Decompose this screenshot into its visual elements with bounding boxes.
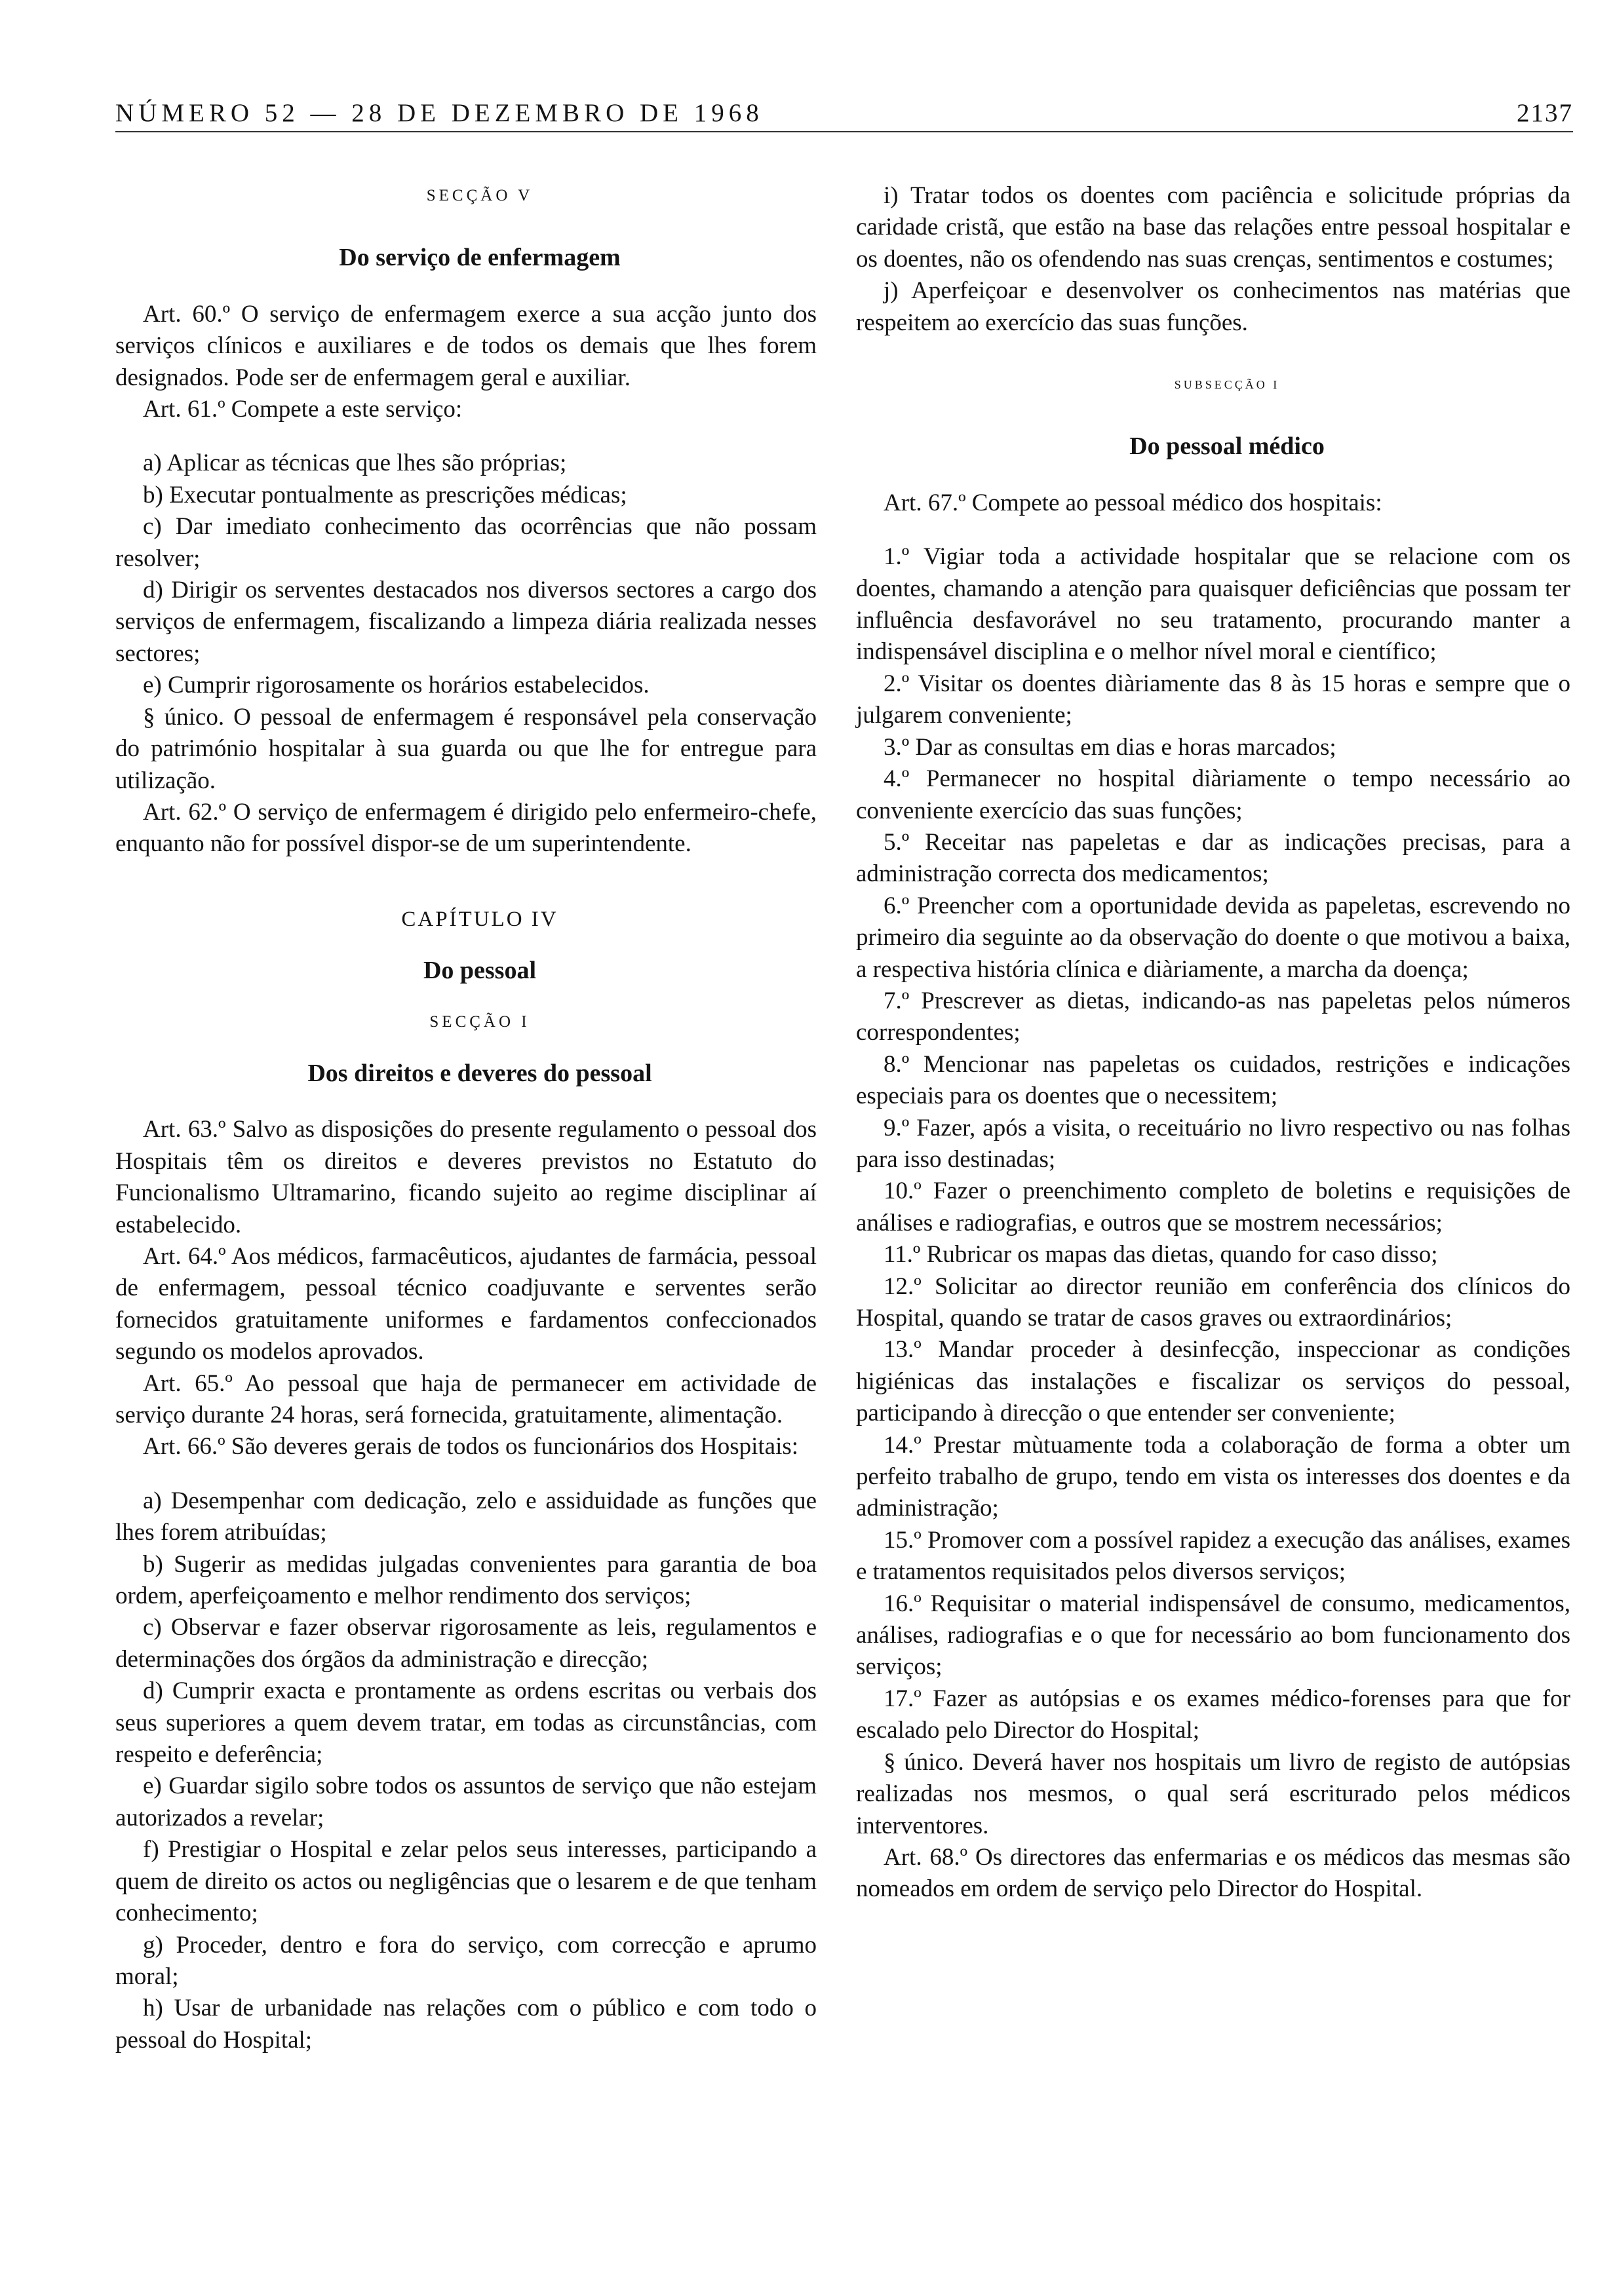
paragraph: d) Dirigir os serventes destacados nos diversos sectores a cargo dos serviços de enfermagem, fiscalizando a limpeza diária realizada nesses sectores; bbox=[115, 577, 817, 667]
section-title: Do serviço de enfermagem bbox=[339, 244, 621, 272]
paragraph: a) Desempenhar com dedicação, zelo e assiduidade as funções que lhes forem atribuídas; bbox=[115, 1487, 817, 1546]
section-title: Dos direitos e deveres do pessoal bbox=[307, 1059, 652, 1087]
right-column bbox=[856, 180, 1570, 1905]
paragraph: 10.º Fazer o preenchimento completo de boletins e requisições de análises e radiografias, e outros que se mostrem necessários; bbox=[856, 1177, 1570, 1236]
paragraph: 7.º Prescrever as dietas, indicando-as nas papeletas pelos números correspondentes; bbox=[856, 987, 1570, 1046]
paragraph: f) Prestigiar o Hospital e zelar pelos seus interesses, participando a quem de direito os actos ou negligências que o lesarem e de que tenham conhecimento; bbox=[115, 1836, 817, 1927]
paragraph: Art. 68.º Os directores das enfermarias e os médicos das mesmas são nomeados em ordem de serviço pelo Director do Hospital. bbox=[856, 1843, 1570, 1903]
paragraph: Art. 67.º Compete ao pessoal médico dos hospitais: bbox=[884, 489, 1382, 516]
subsection-label: SUBSECÇÃO I bbox=[1174, 378, 1280, 392]
paragraph: 12.º Solicitar ao director reunião em conferência dos clínicos do Hospital, quando se tratar de casos graves ou extraordinários; bbox=[856, 1272, 1570, 1331]
paragraph: 8.º Mencionar nas papeletas os cuidados, restrições e indicações especiais para os doentes que o necessitem; bbox=[856, 1050, 1570, 1110]
paragraph: 1.º Vigiar toda a actividade hospitalar que se relacione com os doentes, chamando a atenção para quaisquer deficiências que possam ter influência desfavorável no seu tratamento, procurando manter a indispensável disciplina e o melhor nível moral e científico; bbox=[856, 543, 1570, 666]
paragraph: Art. 60.º O serviço de enfermagem exerce a sua acção junto dos serviços clínicos e auxiliares e de todos os demais que lhes forem designados. Pode ser de enfermagem geral e auxiliar. bbox=[115, 300, 817, 391]
paragraph: 9.º Fazer, após a visita, o receituário no livro respectivo ou nas folhas para isso destinadas; bbox=[856, 1114, 1570, 1173]
page-number: 2137 bbox=[1517, 99, 1573, 127]
paragraph: 16.º Requisitar o material indispensável de consumo, medicamentos, análises, radiografias e o que for necessário ao bom funcionamento dos serviços; bbox=[856, 1590, 1570, 1681]
paragraph: a) Aplicar as técnicas que lhes são próprias; bbox=[143, 450, 567, 477]
paragraph: 17.º Fazer as autópsias e os exames médico-forenses para que for escalado pelo Director do Hospital; bbox=[856, 1685, 1570, 1744]
left-column bbox=[115, 180, 817, 2056]
paragraph: c) Observar e fazer observar rigorosamente as leis, regulamentos e determinações dos órgãos da administração e direcção; bbox=[115, 1614, 817, 1673]
paragraph: 14.º Prestar mùtuamente toda a colaboração de forma a obter um perfeito trabalho de grupo, tendo em vista os interesses dos doentes e da administração; bbox=[856, 1431, 1570, 1522]
paragraph: 5.º Receitar nas papeletas e dar as indicações precisas, para a administração correcta dos medicamentos; bbox=[856, 828, 1570, 888]
paragraph: c) Dar imediato conhecimento das ocorrências que não possam resolver; bbox=[115, 513, 817, 572]
chapter-label: CAPÍTULO IV bbox=[401, 907, 558, 931]
paragraph: 15.º Promover com a possível rapidez a execução das análises, exames e tratamentos requisitados pelos diversos serviços; bbox=[856, 1526, 1570, 1586]
paragraph: Art. 65.º Ao pessoal que haja de permanecer em actividade de serviço durante 24 horas, será fornecida, gratuitamente, alimentação. bbox=[115, 1369, 817, 1428]
paragraph: b) Executar pontualmente as prescrições médicas; bbox=[143, 481, 627, 508]
paragraph: g) Proceder, dentro e fora do serviço, com correcção e aprumo moral; bbox=[115, 1931, 817, 1990]
paragraph: 11.º Rubricar os mapas das dietas, quando for caso disso; bbox=[884, 1241, 1438, 1269]
paragraph: 2.º Visitar os doentes diàriamente das 8 às 15 horas e sempre que o julgarem conveniente; bbox=[856, 670, 1570, 729]
paragraph: Art. 62.º O serviço de enfermagem é dirigido pelo enfermeiro-chefe, enquanto não for possível dispor-se de um superintendente. bbox=[115, 798, 817, 858]
header-issue-date: NÚMERO 52 — 28 DE DEZEMBRO DE 1968 bbox=[115, 99, 764, 127]
paragraph: § único. Deverá haver nos hospitais um livro de registo de autópsias realizadas nos mesmos, o qual será escriturado pelos médicos interventores. bbox=[856, 1748, 1570, 1839]
paragraph: e) Guardar sigilo sobre todos os assuntos de serviço que não estejam autorizados a revelar; bbox=[115, 1772, 817, 1831]
paragraph: j) Aperfeiçoar e desenvolver os conhecimentos nas matérias que respeitem ao exercício das suas funções. bbox=[856, 277, 1570, 336]
paragraph: Art. 63.º Salvo as disposições do presente regulamento o pessoal dos Hospitais têm os direitos e deveres previstos no Estatuto do Funcionalismo Ultramarino, ficando sujeito ao regime disciplinar aí estabelecido. bbox=[115, 1116, 817, 1238]
subsection-title: Do pessoal médico bbox=[1129, 432, 1325, 461]
paragraph: 3.º Dar as consultas em dias e horas marcados; bbox=[884, 733, 1336, 761]
paragraph: 6.º Preencher com a oportunidade devida as papeletas, escrevendo no primeiro dia seguinte ao da observação do doente o que motivou a baixa, a respectiva história clínica e diàriamente, a marcha da doença; bbox=[856, 892, 1570, 983]
paragraph: Art. 61.º Compete a este serviço: bbox=[143, 396, 463, 423]
section-label: SECÇÃO I bbox=[429, 1012, 530, 1031]
paragraph: e) Cumprir rigorosamente os horários estabelecidos. bbox=[143, 672, 650, 699]
paragraph: h) Usar de urbanidade nas relações com o público e com todo o pessoal do Hospital; bbox=[115, 1995, 817, 2054]
paragraph: b) Sugerir as medidas julgadas convenientes para garantia de boa ordem, aperfeiçoamento e melhor rendimento dos serviços; bbox=[115, 1550, 817, 1610]
paragraph: 4.º Permanecer no hospital diàriamente o tempo necessário ao conveniente exercício das suas funções; bbox=[856, 765, 1570, 824]
paragraph: d) Cumprir exacta e prontamente as ordens escritas ou verbais dos seus superiores a quem devem tratar, em todas as circunstâncias, com respeito e deferência; bbox=[115, 1677, 817, 1769]
page-header bbox=[115, 92, 1573, 132]
paragraph: Art. 64.º Aos médicos, farmacêuticos, ajudantes de farmácia, pessoal de enfermagem, pessoal técnico coadjuvante e serventes serão fornecidos gratuitamente uniformes e fardamentos confeccionados segundo os modelos aprovados. bbox=[115, 1242, 817, 1366]
chapter-title: Do pessoal bbox=[423, 957, 537, 985]
paragraph: § único. O pessoal de enfermagem é responsável pela conservação do património hospitalar à sua guarda ou que lhe for entregue para utilização. bbox=[115, 703, 817, 794]
paragraph: 13.º Mandar proceder à desinfecção, inspeccionar as condições higiénicas das instalações e fiscalizar os serviços do pessoal, participando à direcção o que entender ser conveniente; bbox=[856, 1336, 1570, 1427]
section-label: SECÇÃO V bbox=[426, 187, 534, 204]
paragraph: i) Tratar todos os doentes com paciência e solicitude próprias da caridade cristã, que estão na base das relações entre pessoal hospitalar e os doentes, não os ofendendo nas suas crenças, sentimentos e costumes; bbox=[856, 182, 1570, 273]
paragraph: Art. 66.º São deveres gerais de todos os funcionários dos Hospitais: bbox=[143, 1433, 799, 1461]
